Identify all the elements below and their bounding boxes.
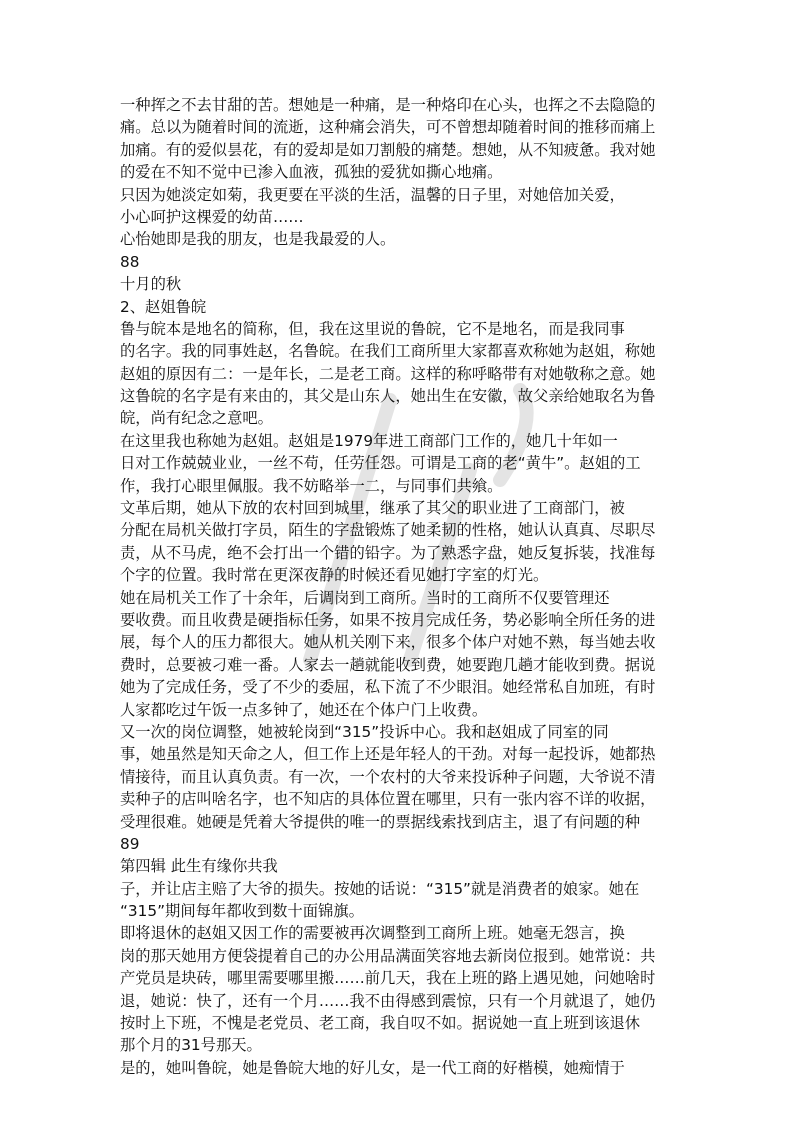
text-line: 展，每个人的压力都很大。她从机关刚下来，很多个体户对她不熟，每当她去收 — [120, 633, 656, 652]
text-line: 个字的位置。我时常在更深夜静的时候还看见她打字室的灯光。 — [120, 566, 549, 585]
text-line: 又一次的岗位调整，她被轮岗到“315”投诉中心。我和赵姐成了同室的同 — [120, 722, 609, 741]
text-line: 这鲁皖的名字是有来由的，其父是山东人，她出生在安徽，故父亲给她取名为鲁 — [120, 387, 656, 406]
text-line: 在这里我也称她为赵姐。赵姐是1979年进工商部门工作的，她几十年如一 — [120, 431, 618, 450]
text-line: 按时上下班，不愧是老党员、老工商，我自叹不如。据说她一直上班到该退休 — [120, 1014, 641, 1033]
text-line: 赵姐的原因有二：一是年长，二是老工商。这样的称呼略带有对她敬称之意。她 — [120, 364, 656, 383]
text-line: 受理很难。她硬是凭着大爷提供的唯一的票据线索找到店主，退了有问题的种 — [120, 812, 641, 831]
section-title: 2、赵姐鲁皖 — [120, 297, 207, 316]
text-line: 痛。总以为随着时间的流逝，这种痛会消失，可不曾想却随着时间的推移而痛上 — [120, 118, 656, 137]
text-line: 责，从不马虎，绝不会打出一个错的铅字。为了熟悉字盘，她反复拆装，找准每 — [120, 543, 656, 562]
text-line: 即将退休的赵姐又因工作的需要被再次调整到工商所上班。她毫无怨言，换 — [120, 924, 625, 943]
text-line: 她为了完成任务，受了不少的委屈，私下流了不少眼泪。她经常私自加班，有时 — [120, 678, 656, 697]
text-line: 加痛。有的爱似昙花，有的爱却是如刀割般的痛楚。想她，从不知疲惫。我对她 — [120, 140, 656, 159]
running-header: 第四辑 此生有缘你共我 — [120, 857, 278, 876]
page-number: 88 — [120, 252, 140, 271]
text-line: 子，并让店主赔了大爷的损失。按她的话说：“315”就是消费者的娘家。她在 — [120, 879, 640, 898]
page-number: 89 — [120, 834, 140, 853]
text-line: “315”期间每年都收到数十面锦旗。 — [120, 902, 364, 921]
text-line: 作，我打心眼里佩服。我不妨略举一二，与同事们共飨。 — [120, 476, 503, 495]
text-line: 的爱在不知不觉中已渗入血液，孤独的爱犹如撕心地痛。 — [120, 163, 503, 182]
running-header: 十月的秋 — [120, 275, 182, 294]
text-line: 是的，她叫鲁皖，她是鲁皖大地的好儿女，是一代工商的好楷模，她痴情于 — [120, 1058, 625, 1077]
text-line: 的名字。我的同事姓赵，名鲁皖。在我们工商所里大家都喜欢称她为赵姐，称她 — [120, 342, 656, 361]
text-line: 她在局机关工作了十余年，后调岗到工商所。当时的工商所不仅要管理还 — [120, 588, 610, 607]
text-line: 鲁与皖本是地名的简称，但，我在这里说的鲁皖，它不是地名，而是我同事 — [120, 319, 625, 338]
text-line: 卖种子的店叫啥名字，也不知店的具体位置在哪里，只有一张内容不详的收据， — [120, 790, 656, 809]
text-line: 费时，总要被刁难一番。人家去一趟就能收到费，她要跑几趟才能收到费。据说 — [120, 655, 656, 674]
text-line: 人家都吃过午饭一点多钟了，她还在个体户门上收费。 — [120, 700, 488, 719]
text-line: 那个月的31号那天。 — [120, 1036, 262, 1055]
text-line: 退，她说：快了，还有一个月……我不由得感到震惊，只有一个月就退了，她仍 — [120, 991, 656, 1010]
text-line: 文革后期，她从下放的农村回到城里，继承了其父的职业进了工商部门，被 — [120, 499, 625, 518]
document-body — [120, 94, 680, 1079]
text-line: 事，她虽然是知天命之人，但工作上还是年轻人的干劲。对每一起投诉，她都热 — [120, 745, 656, 764]
text-line: 一种挥之不去甘甜的苦。想她是一种痛，是一种烙印在心头，也挥之不去隐隐的 — [120, 96, 656, 114]
text-line: 日对工作兢兢业业，一丝不苟，任劳任怨。可谓是工商的老“黄牛”。赵姐的工 — [120, 454, 641, 473]
text-line: 皖，尚有纪念之意吧。 — [120, 409, 273, 428]
text-line: 小心呵护这棵爱的幼苗…… — [120, 207, 304, 226]
text-line: 岗的那天她用方便袋提着自己的办公用品满面笑容地去新岗位报到。她常说：共 — [120, 946, 656, 965]
text-line: 只因为她淡定如菊，我更要在平淡的生活，温馨的日子里，对她倍加关爱， — [120, 185, 625, 204]
text-line: 心怡她即是我的朋友，也是我最爱的人。 — [120, 230, 396, 249]
text-line: 要收费。而且收费是硬指标任务，如果不按月完成任务，势必影响全所任务的进 — [120, 610, 656, 629]
text-line: 分配在局机关做打字员，陌生的字盘锻炼了她柔韧的性格，她认认真真、尽职尽 — [120, 521, 656, 540]
text-line: 情接待，而且认真负责。有一次，一个农村的大爷来投诉种子问题，大爷说不清 — [120, 767, 656, 786]
text-line: 产党员是块砖，哪里需要哪里搬……前几天，我在上班的路上遇见她，问她啥时 — [120, 969, 656, 988]
